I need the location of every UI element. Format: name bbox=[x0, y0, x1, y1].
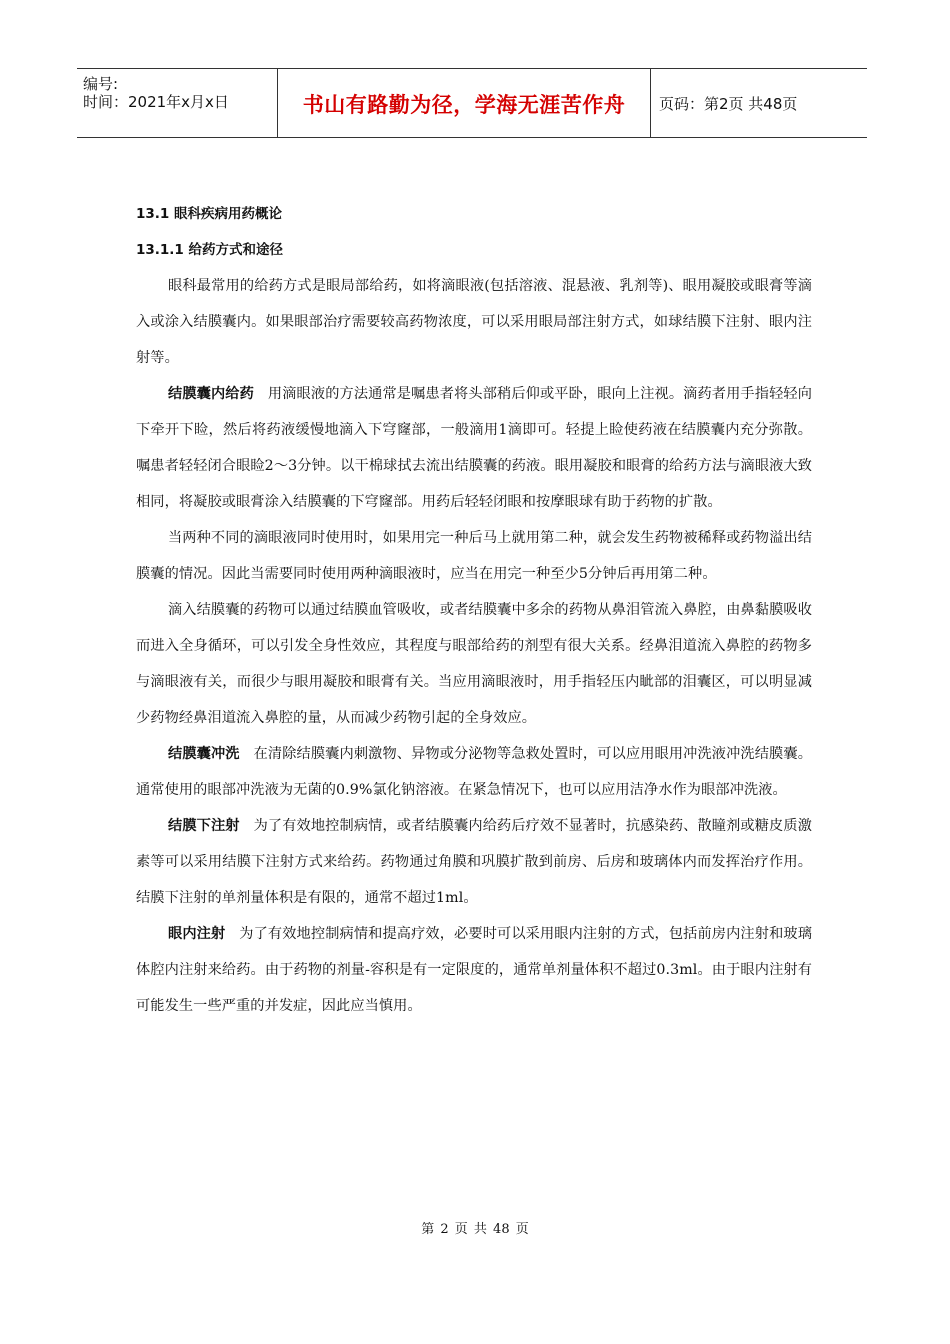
paragraph bbox=[136, 736, 812, 808]
paragraph bbox=[136, 376, 812, 520]
paragraph-term: 结膜囊冲洗 bbox=[168, 746, 240, 762]
motto-text: 书山有路勤为径，学海无涯苦作舟 bbox=[302, 93, 626, 117]
paragraph-text: 当两种不同的滴眼液同时使用时，如果用完一种后马上就用第二种，就会发生药物被稀释或药物溢出结膜囊的情况。因此当需要同时使用两种滴眼液时，应当在用完一种至少5分钟后再用第二种。 bbox=[136, 530, 812, 582]
time-label: 时间：2021年x月x日 bbox=[83, 93, 229, 111]
paragraph bbox=[136, 916, 812, 1024]
number-label: 编号: bbox=[83, 75, 119, 93]
paragraph bbox=[136, 592, 812, 736]
paragraph bbox=[136, 268, 812, 376]
paragraph-text: 为了有效地控制病情，或者结膜囊内给药后疗效不显著时，抗感染药、散瞳剂或糖皮质激素等可以采用结膜下注射方式来给药。药物通过角膜和巩膜扩散到前房、后房和玻璃体内而发挥治疗作用。结膜下注射的单剂量体积是有限的，通常不超过1ml。 bbox=[136, 818, 812, 906]
header-motto-cell bbox=[278, 69, 651, 137]
paragraph-term: 结膜下注射 bbox=[168, 818, 240, 834]
paragraph-term: 结膜囊内给药 bbox=[168, 386, 254, 402]
paragraph-term: 眼内注射 bbox=[168, 926, 226, 942]
paragraph bbox=[136, 808, 812, 916]
page-info: 页码：第2页 共48页 bbox=[659, 95, 798, 113]
paragraph-text: 为了有效地控制病情和提高疗效，必要时可以采用眼内注射的方式，包括前房内注射和玻璃体腔内注射来给药。由于药物的剂量-容积是有一定限度的，通常单剂量体积不超过0.3ml。由于眼内注射有可能发生一些严重的并发症，因此应当慎用。 bbox=[136, 926, 812, 1014]
section-heading: 13.1 眼科疾病用药概论 bbox=[136, 206, 283, 222]
paragraph bbox=[136, 520, 812, 592]
header-page-cell bbox=[651, 69, 867, 137]
paragraph-text: 滴入结膜囊的药物可以通过结膜血管吸收，或者结膜囊中多余的药物从鼻泪管流入鼻腔，由鼻黏膜吸收而进入全身循环，可以引发全身性效应，其程度与眼部给药的剂型有很大关系。经鼻泪道流入鼻腔的药物多与滴眼液有关，而很少与眼用凝胶和眼膏有关。当应用滴眼液时，用手指轻压内眦部的泪囊区，可以明显减少药物经鼻泪道流入鼻腔的量，从而减少药物引起的全身效应。 bbox=[136, 602, 812, 726]
paragraph-text: 用滴眼液的方法通常是嘱患者将头部稍后仰或平卧，眼向上注视。滴药者用手指轻轻向下牵开下睑，然后将药液缓慢地滴入下穹窿部，一般滴用1滴即可。轻提上睑使药液在结膜囊内充分弥散。嘱患者轻轻闭合眼睑2～3分钟。以干棉球拭去流出结膜囊的药液。眼用凝胶和眼膏的给药方法与滴眼液大致相同，将凝胶或眼膏涂入结膜囊的下穹窿部。用药后轻轻闭眼和按摩眼球有助于药物的扩散。 bbox=[136, 386, 812, 510]
paragraph-text: 在清除结膜囊内刺激物、异物或分泌物等急救处置时，可以应用眼用冲洗液冲洗结膜囊。通常使用的眼部冲洗液为无菌的0.9%氯化钠溶液。在紧急情况下，也可以应用洁净水作为眼部冲洗液。 bbox=[136, 746, 812, 798]
document-body bbox=[136, 196, 812, 1024]
subsection-heading: 13.1.1 给药方式和途径 bbox=[136, 242, 284, 258]
header-meta-cell bbox=[77, 69, 278, 137]
document-header bbox=[77, 68, 867, 138]
page-footer: 第 2 页 共 48 页 bbox=[421, 1222, 529, 1237]
paragraph-text: 眼科最常用的给药方式是眼局部给药，如将滴眼液(包括溶液、混悬液、乳剂等)、眼用凝胶或眼膏等滴入或涂入结膜囊内。如果眼部治疗需要较高药物浓度，可以采用眼局部注射方式，如球结膜下注射、眼内注射等。 bbox=[136, 278, 812, 366]
